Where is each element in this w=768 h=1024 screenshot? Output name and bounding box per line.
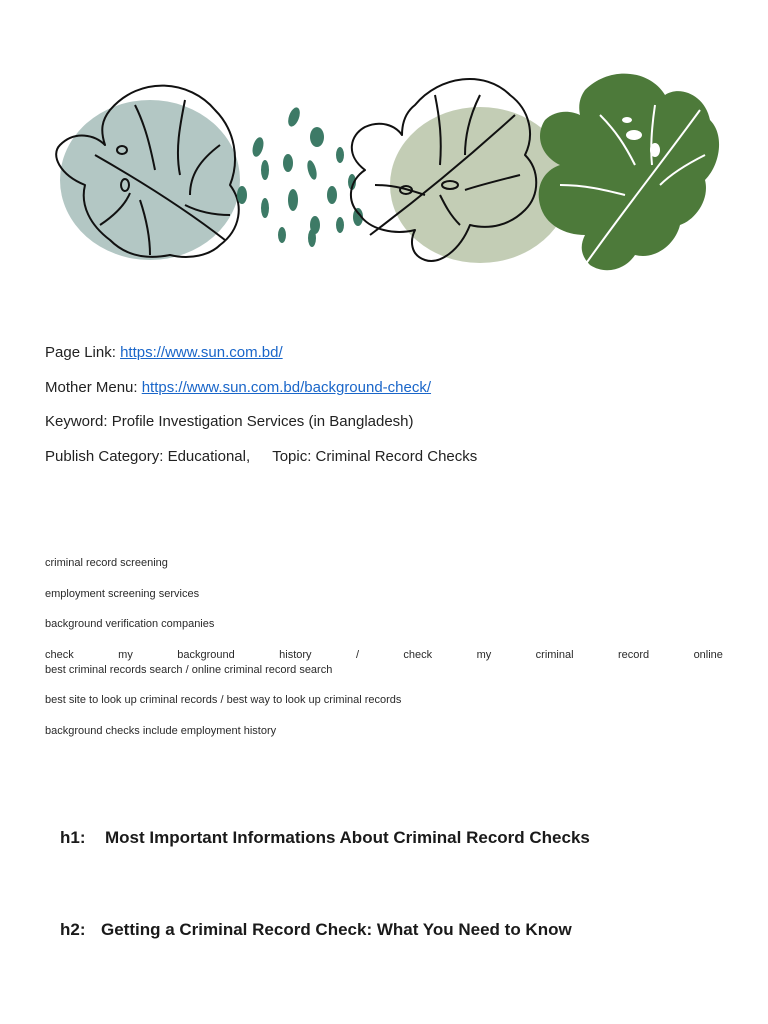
heading-h2 [60, 920, 572, 940]
keyword-word: background [177, 649, 235, 661]
keyword-word: my [476, 649, 492, 661]
heading-h1 [60, 828, 590, 848]
monstera-banner [40, 55, 730, 280]
keyword-item-justified [45, 648, 723, 662]
keyword-item: employment screening services [45, 588, 200, 600]
keyword-item: background checks include employment history [45, 725, 277, 737]
blue-blob-shape [60, 100, 240, 260]
keyword-word: criminal [535, 649, 574, 661]
page-link-url[interactable]: https://www.sun.com.bd/ [120, 344, 283, 361]
mother-menu-label: Mother Menu: [45, 379, 138, 396]
heading-tag: h1: [60, 828, 86, 847]
keyword-word: record [617, 649, 650, 661]
keyword-item: best criminal records search / online criminal record search [45, 664, 333, 676]
keyword-line: Keyword: Profile Investigation Services (in Bangladesh) [45, 413, 414, 430]
keyword-item: best site to look up criminal records / best way to look up criminal records [45, 694, 402, 706]
mother-menu-line [45, 379, 431, 397]
page-link-label: Page Link: [45, 344, 116, 361]
heading-text: Getting a Criminal Record Check: What You Need to Know [101, 920, 572, 939]
keyword-word: history [279, 649, 312, 661]
keyword-word: check [403, 649, 433, 661]
keyword-word: / [355, 649, 360, 661]
page-link-line [45, 344, 283, 362]
dots-pattern-icon [237, 106, 363, 247]
mother-menu-url[interactable]: https://www.sun.com.bd/background-check/ [141, 379, 432, 396]
keyword-word: check [45, 649, 74, 661]
topic: Topic: Criminal Record Checks [272, 448, 478, 465]
publish-category: Publish Category: Educational, [45, 448, 251, 465]
heading-text: Most Important Informations About Criminal Record Checks [105, 828, 590, 847]
keyword-item: background verification companies [45, 618, 215, 630]
keyword-word: my [118, 649, 133, 661]
heading-tag: h2: [60, 920, 86, 939]
publish-topic-line [45, 448, 477, 466]
keyword-word: online [693, 649, 723, 661]
monstera-filled-leaf-icon [539, 74, 719, 271]
keyword-item: criminal record screening [45, 557, 168, 569]
